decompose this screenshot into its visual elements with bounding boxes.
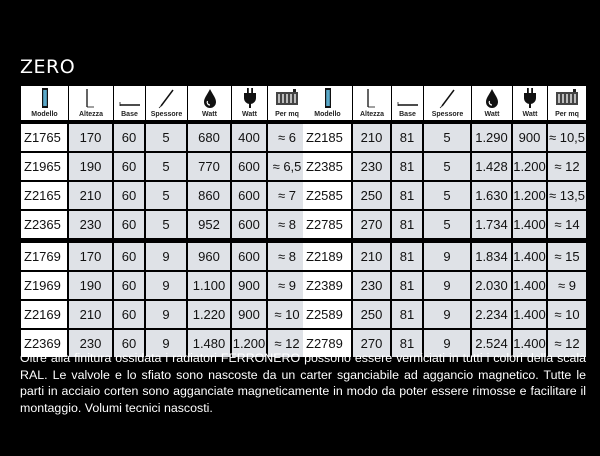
table-row [303,272,586,301]
header-cell [472,86,513,124]
table-cell: 5 [424,211,472,243]
table-cell: 1.200 [232,330,268,359]
table-cell: ≈ 12 [548,330,586,359]
table-cell: ≈ 10 [268,301,306,330]
table-cell: 9 [146,243,188,272]
header-cell [424,86,472,124]
table-cell: 5 [146,211,188,243]
table-cell: 960 [188,243,232,272]
table-cell: 5 [146,182,188,211]
base-icon [114,88,145,108]
table-cell: 190 [69,153,114,182]
table-cell: 9 [146,272,188,301]
thickness-icon [424,88,471,108]
table-cell: 230 [353,153,392,182]
table-cell: 1.400 [513,330,548,359]
thickness-icon [146,88,187,108]
header-label: Watt [522,111,538,118]
table-cell: 60 [114,243,146,272]
table-row [303,124,586,153]
model-code-cell: Z2589 [303,301,353,330]
table-cell: 680 [188,124,232,153]
header-label: Altezza [78,111,104,118]
table-cell: 5 [146,124,188,153]
table-cell: 5 [424,153,472,182]
table-cell: 770 [188,153,232,182]
table-cell: 900 [513,124,548,153]
height-icon [353,88,391,108]
room-heater-icon [548,88,586,108]
table-row [303,301,586,330]
table-cell: 210 [69,182,114,211]
model-code-cell: Z1965 [21,153,69,182]
table-cell: 1.220 [188,301,232,330]
table-cell: 900 [232,301,268,330]
header-cell [188,86,232,124]
header-label: Watt [484,111,500,118]
header-cell [268,86,306,124]
table-cell: 9 [146,330,188,359]
electric-plug-icon [513,88,547,108]
model-code-cell: Z1769 [21,243,69,272]
table-cell: ≈ 6,5 [268,153,306,182]
table-cell: 9 [424,301,472,330]
header-label: Modello [314,111,341,118]
table-row [21,301,306,330]
model-code-cell: Z2369 [21,330,69,359]
header-cell [232,86,268,124]
table-cell: 210 [353,124,392,153]
header-label: Altezza [359,111,385,118]
model-code-cell: Z1969 [21,272,69,301]
height-icon [69,88,113,108]
table-cell: 250 [353,182,392,211]
table-cell: 81 [392,330,424,359]
table-cell: 170 [69,243,114,272]
table-cell: 60 [114,211,146,243]
table-row [21,153,306,182]
header-cell [303,86,353,124]
table-cell: 81 [392,301,424,330]
header-cell [114,86,146,124]
spec-table-right [303,86,586,359]
table-cell: 600 [232,211,268,243]
table-cell: ≈ 13,5 [548,182,586,211]
table-cell: 600 [232,153,268,182]
model-code-cell: Z1765 [21,124,69,153]
table-cell: 600 [232,182,268,211]
table-cell: 2.524 [472,330,513,359]
table-cell: 60 [114,124,146,153]
table-row [21,243,306,272]
table-cell: 60 [114,330,146,359]
model-code-cell: Z2789 [303,330,353,359]
table-cell: 81 [392,211,424,243]
table-row [303,182,586,211]
radiator-model-icon [21,88,68,108]
table-cell: 5 [424,182,472,211]
table-row [303,243,586,272]
table-cell: 1.480 [188,330,232,359]
table-cell: ≈ 12 [548,153,586,182]
model-code-cell: Z2389 [303,272,353,301]
product-description: Oltre alla finitura ossidata i radiatori FERRONERO possono essere verniciati in tutti i colori della scala RAL. Le valvole e lo sfiato sono nascoste da un carter sganciabile ad aggancio magnetico. Tutte le parti in acciaio corten sono agganciate magneticamente in modo da poter essere rimosse e facilitare il montaggio. Volumi tecnici nascosti. [20,351,586,415]
table-cell: 210 [353,243,392,272]
model-code-cell: Z2189 [303,243,353,272]
table-cell: 9 [424,330,472,359]
room-heater-icon [268,88,306,108]
table-row [303,211,586,243]
table-cell: ≈ 15 [548,243,586,272]
header-row [21,86,306,124]
table-cell: 860 [188,182,232,211]
table-cell: 9 [146,301,188,330]
table-cell: 1.428 [472,153,513,182]
model-code-cell: Z2385 [303,153,353,182]
table-cell: 210 [69,301,114,330]
model-code-cell: Z2165 [21,182,69,211]
table-cell: ≈ 8 [268,243,306,272]
header-label: Watt [242,111,257,118]
table-cell: 250 [353,301,392,330]
header-label: Modello [31,111,58,118]
table-cell: ≈ 12 [268,330,306,359]
table-cell: 1.200 [513,153,548,182]
table-cell: ≈ 10,5 [548,124,586,153]
table-cell: 81 [392,153,424,182]
table-cell: ≈ 9 [268,272,306,301]
table-cell: ≈ 9 [548,272,586,301]
model-code-cell: Z2169 [21,301,69,330]
model-code-cell: Z2365 [21,211,69,243]
table-cell: ≈ 10 [548,301,586,330]
base-icon [392,88,423,108]
header-cell [548,86,586,124]
header-cell [513,86,548,124]
table-cell: 270 [353,330,392,359]
electric-plug-icon [232,88,267,108]
table-cell: 230 [69,330,114,359]
header-cell [146,86,188,124]
header-row [303,86,586,124]
table-cell: 900 [232,272,268,301]
table-cell: 1.400 [513,272,548,301]
water-drop-icon [188,88,231,108]
table-cell: 60 [114,182,146,211]
table-cell: 60 [114,272,146,301]
model-code-cell: Z2785 [303,211,353,243]
table-cell: 60 [114,153,146,182]
header-label: Base [121,111,138,118]
table-cell: 81 [392,272,424,301]
page-title: ZERO [20,56,76,78]
header-cell [21,86,69,124]
table-row [21,211,306,243]
table-cell: 60 [114,301,146,330]
table-cell: 190 [69,272,114,301]
table-cell: 5 [146,153,188,182]
model-code-cell: Z2185 [303,124,353,153]
header-label: Per mq [275,111,299,118]
table-cell: 400 [232,124,268,153]
table-row [21,272,306,301]
table-cell: 1.100 [188,272,232,301]
table-cell: 170 [69,124,114,153]
model-code-cell: Z2585 [303,182,353,211]
table-cell: 81 [392,243,424,272]
table-cell: 81 [392,182,424,211]
table-cell: 270 [353,211,392,243]
radiator-model-icon [303,88,352,108]
table-row [21,124,306,153]
table-row [21,182,306,211]
table-cell: 9 [424,272,472,301]
table-cell: 1.834 [472,243,513,272]
table-cell: 230 [69,211,114,243]
table-cell: 1.290 [472,124,513,153]
table-cell: 1.734 [472,211,513,243]
header-label: Per mq [555,111,579,118]
table-cell: 5 [424,124,472,153]
table-cell: ≈ 14 [548,211,586,243]
water-drop-icon [472,88,512,108]
table-cell: 952 [188,211,232,243]
table-cell: 1.200 [513,182,548,211]
header-label: Watt [202,111,217,118]
header-cell [392,86,424,124]
table-cell: 2.234 [472,301,513,330]
table-cell: 81 [392,124,424,153]
table-cell: 2.030 [472,272,513,301]
table-cell: 1.400 [513,243,548,272]
table-cell: 1.400 [513,301,548,330]
table-cell: 9 [424,243,472,272]
header-label: Spessore [150,111,183,118]
table-row [303,153,586,182]
spec-table-left [21,86,306,359]
header-label: Spessore [431,111,464,118]
table-cell: 600 [232,243,268,272]
table-cell: ≈ 6 [268,124,306,153]
header-cell [353,86,392,124]
header-label: Base [399,111,416,118]
table-cell: ≈ 7 [268,182,306,211]
table-cell: ≈ 8 [268,211,306,243]
table-cell: 1.400 [513,211,548,243]
header-cell [69,86,114,124]
table-cell: 230 [353,272,392,301]
table-cell: 1.630 [472,182,513,211]
